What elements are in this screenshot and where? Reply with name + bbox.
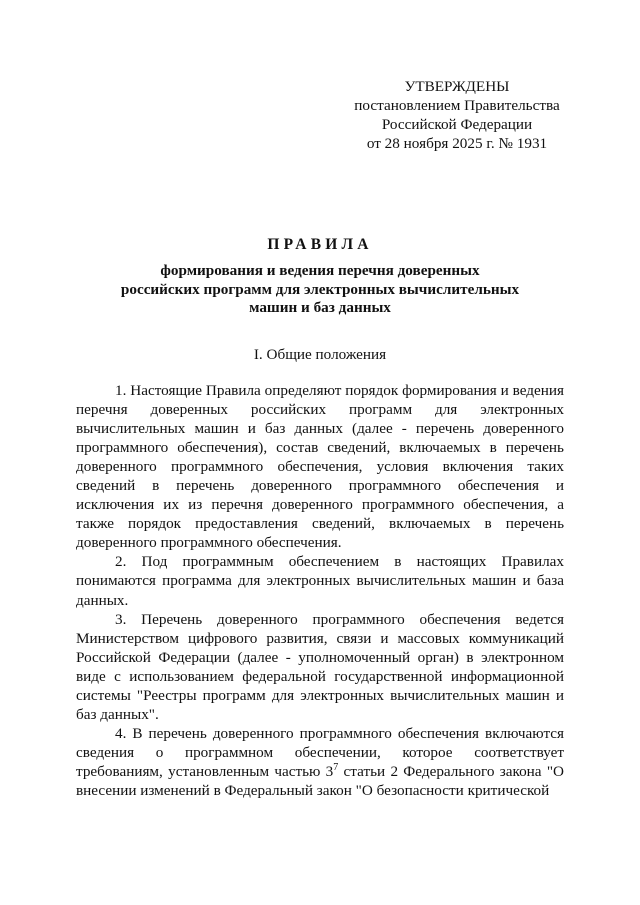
document-subtitle	[76, 262, 564, 318]
paragraph-3: 3. Перечень доверенного программного обеспечения ведется Министерством цифрового развития, связи и массовых коммуникаций Российской Федерации (далее - уполномоченный орган) в электронном виде с использованием федеральной государственной информационной системы "Реестры программ для электронных вычислительных машин и баз данных".	[76, 610, 564, 723]
subtitle-line: российских программ для электронных вычислительных	[120, 280, 520, 298]
paragraph-4	[76, 724, 564, 800]
approval-stamp	[352, 77, 562, 153]
approval-line: постановлением Правительства	[354, 97, 560, 114]
paragraph-2: 2. Под программным обеспечением в настоящих Правилах понимаются программа для электронных вычислительных машин и база данных.	[76, 553, 564, 609]
paragraph-4-text-end: статьи 2 Федерального закона "О внесении изменений в Федеральный закон "О безопасности критической	[76, 762, 564, 799]
approval-title: УТВЕРЖДЕНЫ	[404, 78, 510, 95]
paragraph-4-superscript: 7	[333, 761, 339, 773]
document-body	[76, 381, 564, 800]
subtitle-line: формирования и ведения перечня доверенных	[160, 262, 480, 279]
subtitle-line: машин и баз данных	[249, 299, 391, 316]
paragraph-4-text-start: 4. В перечень доверенного программного обеспечения включаются сведения о программном обеспечении, которое соответствует требованиям, установленным частью 3	[76, 724, 564, 780]
section-title: I. Общие положения	[253, 346, 387, 363]
approval-date-line: от 28 ноября 2025 г. № 1931	[366, 135, 548, 152]
document-title: ПРАВИЛА	[267, 236, 373, 253]
document-heading	[76, 235, 564, 318]
approval-line: Российской Федерации	[381, 116, 533, 133]
paragraph-1: 1. Настоящие Правила определяют порядок формирования и ведения перечня доверенных российских программ для электронных вычислительных машин и баз данных (далее - перечень доверенного программного обеспечения), состав сведений, включаемых в перечень доверенного программного обеспечения, условия включения таких сведений в перечень доверенного программного обеспечения и исключения их из перечня доверенного программного обеспечения, а также порядок предоставления сведений, включаемых в перечень доверенного программного обеспечения.	[76, 382, 564, 552]
